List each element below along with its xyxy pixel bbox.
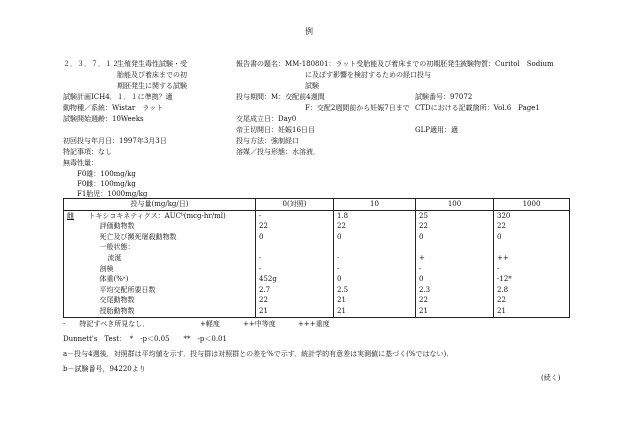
table-header-row [64,199,570,211]
meta-c1-r3: 試験開始週齢：10Weeks [63,115,144,123]
row-label: 授胎動物数 [86,306,256,317]
meta-c1-r2: 動物種／系統：Wistar ラット [63,104,164,112]
table-row [64,274,570,285]
cell: - [494,264,570,275]
table-row [64,253,570,264]
meta-c2-r5: 投与方法：強制経口 [236,137,299,145]
cell: 2.3 [416,285,494,296]
cell: 22 [494,295,570,306]
cell: 22 [334,221,416,232]
cell: 1.8 [334,210,416,221]
cell: - [334,264,416,275]
cell: + [416,253,494,264]
meta-c3-r1: 試験番号：97072 [415,93,473,101]
cell: 0 [334,232,416,243]
meta-c2-r6: 溶媒／投与形態：水溶液． [236,148,320,156]
report-title-line-3: 試験 [305,82,319,90]
legend-moderate: ++中等度 [243,320,276,328]
footnote-a: a－投与4週後．対照群は平均値を示す．投与群は対照群との差を%で示す．統計学的有意差は実測値に基づく(%ではない)． [63,350,454,358]
cell [334,242,416,253]
row-label: 死亡及び瀕死屠殺動物数 [99,232,177,241]
report-title-line-2: に及ぼす影響を検討するための経口投与 [305,71,431,79]
cell: 2.5 [334,285,416,296]
cell: 0 [494,232,570,243]
page-title: 例 [305,27,313,36]
cell: - [256,253,334,264]
cell: -12* [494,274,570,285]
study-title-line-2: 胎能及び着床までの初 [117,71,187,79]
cell: 21 [416,306,494,317]
row-label: 交尾動物数 [99,296,135,305]
cell: 2.8 [494,285,570,296]
cell: 0 [334,274,416,285]
cell [494,242,570,253]
cell: - [256,210,334,221]
meta-c2-r2: F：交配2週間前から妊娠7日まで [305,104,410,112]
results-table [63,198,570,318]
table-row [64,285,570,296]
cell: 21 [334,306,416,317]
row-label: 平均交配所要日数 [99,285,156,294]
cell: - [256,264,334,275]
cell: 22 [416,221,494,232]
table-row [64,295,570,306]
dose-100: 100 [416,199,494,211]
dose-0: 0(対照) [256,199,334,211]
table-row [64,242,570,253]
study-title-line-3: 期胚発生に関する試験 [117,82,187,90]
table-row [64,264,570,275]
noael-f0-female: F0雌：100mg/kg [77,180,136,188]
cell: ++ [494,253,570,264]
meta-c1-r5: 初回投与年月日：1997年3月3日 [63,137,167,145]
noael-f0-male: F0雄：100mg/kg [77,170,136,178]
cell: 452g [256,274,334,285]
group-label-female: 雌 [67,211,74,220]
cell: 22 [256,295,334,306]
cell: 22 [256,221,334,232]
cell: 0 [256,232,334,243]
continued-label: (続く) [541,374,561,382]
dunnett-note: Dunnett's Test： * -p＜0.05 ** -p＜0.01 [63,335,227,343]
legend-mild: +軽度 [200,320,220,328]
legend-severe: +++重度 [298,320,330,328]
meta-c3-r4: GLP適用：適 [415,126,458,134]
table-row [64,306,570,317]
table-row [64,210,570,221]
table-row [64,232,570,243]
dose-1000: 1000 [494,199,570,211]
legend-none: - 特記すべき所見なし． [63,320,150,328]
cell: 25 [416,210,494,221]
footnote-b: b－試験番号，94220より [63,365,146,373]
cell: 2.7 [256,285,334,296]
cell: - [416,264,494,275]
report-title-line-1: 報告書の題名：MM-180801：ラット受胎能及び着床までの初期胚発生 [236,60,462,68]
meta-c2-r4: 帝王切開日：妊娠16日目 [236,126,315,134]
row-label: 評価動物数 [99,222,135,231]
cell: 21 [334,295,416,306]
cell: 320 [494,210,570,221]
row-label: 剖検 [99,264,114,273]
cell: 22 [494,221,570,232]
row-label: 流涎 [107,253,122,262]
cell: 0 [416,274,494,285]
cell: 21 [256,306,334,317]
noael-label: 無毒性量： [63,159,98,167]
cell [256,242,334,253]
test-substance: 被験物質：Curitol Sodium [460,60,554,68]
meta-c1-r1: 試験計画ICH4．１．１に準拠？適 [63,93,173,101]
section-number: ２．３．７．１２ [63,60,119,68]
row-label: 体重(%ᵃ) [99,275,129,284]
meta-c2-r3: 交尾成立日：Day0 [236,115,297,123]
row-label: 一般状態： [99,243,135,252]
noael-f1-fetus: F1胎児：1000mg/kg [77,190,148,198]
cell: 21 [494,306,570,317]
dose-header: 投与量(mg/kg/日) [64,199,256,211]
row-label: トキシコキネティクス：AUCᵇ(mcg-hr/ml) [88,211,226,220]
meta-c3-r2: CTDにおける記載箇所：Vol.6 Page1 [415,104,540,112]
cell: 0 [416,232,494,243]
meta-c2-r1: 投与期間：M：交配前4週間 [236,93,325,101]
cell: 22 [416,295,494,306]
cell [416,242,494,253]
cell: - [334,253,416,264]
table-row [64,221,570,232]
meta-c1-r6: 特記事項：なし [63,148,112,156]
dose-10: 10 [334,199,416,211]
study-title-line-1: 生殖発生毒性試験・受 [117,60,187,68]
